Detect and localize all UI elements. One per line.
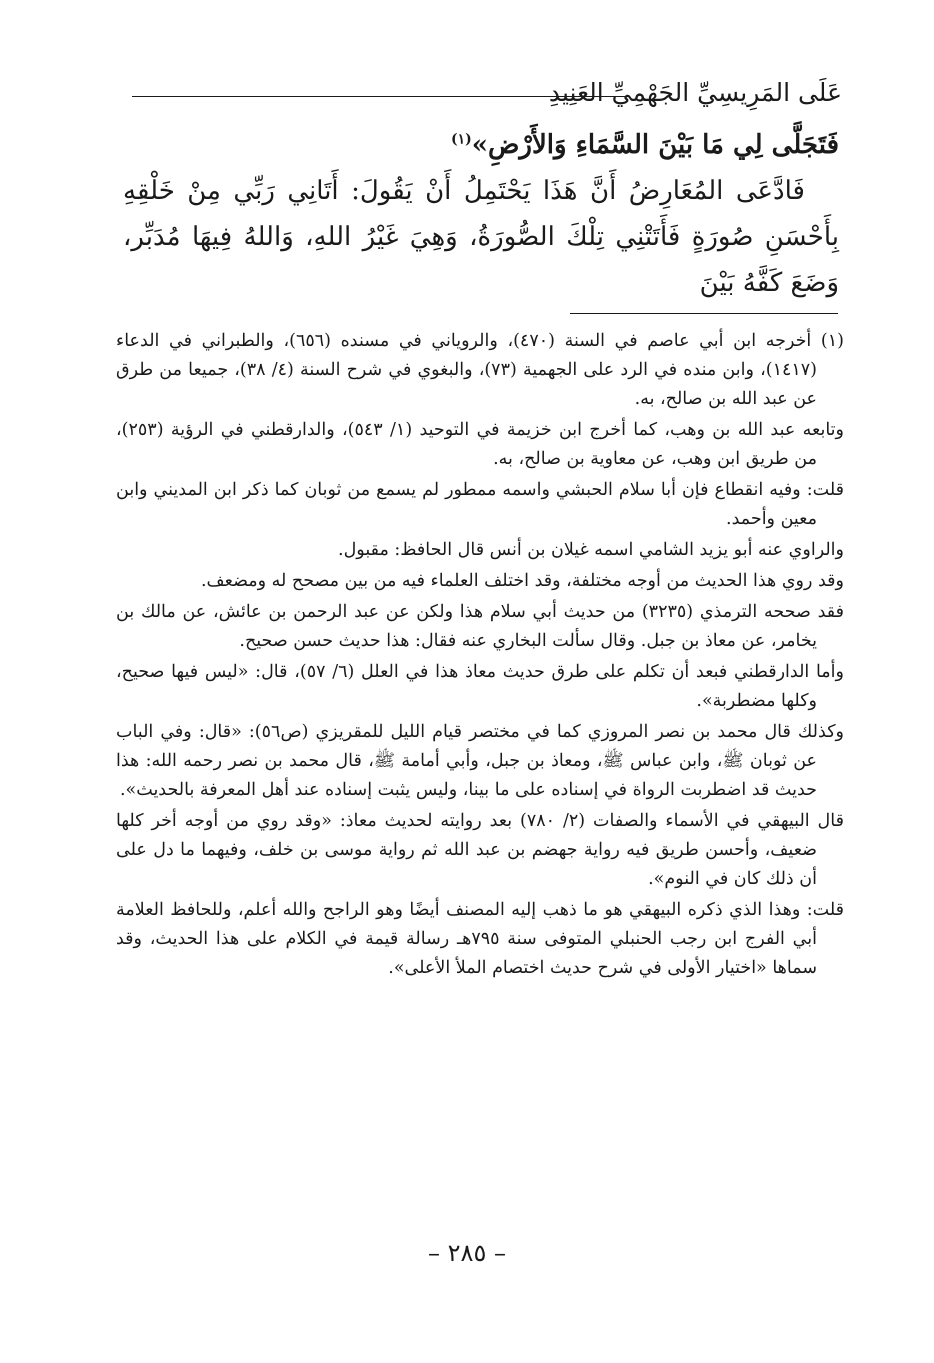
running-head: عَلَى المَرِيسِيِّ الجَهْمِيِّ العَنِيدِ (548, 78, 842, 107)
footnote-paragraph: وكذلك قال محمد بن نصر المروزي كما في مختصر قيام الليل للمقريزي (ص٥٦): «قال: وفي الباب عن ثوبان ﷺ، وابن عباس ﷺ، ومعاذ بن جبل، وأبي أمامة ﷺ، قال محمد بن نصر رحمه الله: هذا حديث قد اضطربت الرواة في إسناده على ما بينا، وليس يثبت إسناده عند أهل المعرفة بالحديث». (116, 722, 844, 800)
quote-text: فَتَجَلَّى لِي مَا بَيْنَ السَّمَاءِ وَالأَرْضِ» (471, 130, 839, 160)
footnote-paragraph: والراوي عنه أبو يزيد الشامي اسمه غيلان بن أنس قال الحافظ: مقبول. (338, 540, 844, 560)
footnotes (116, 327, 844, 985)
footnote-paragraph: وقد روي هذا الحديث من أوجه مختلفة، وقد اختلف العلماء فيه من بين مصحح له ومضعف. (200, 571, 844, 591)
footnote-separator (570, 313, 838, 314)
page-number: – ٢٨٥ – (428, 1239, 506, 1267)
footnote-paragraph: وتابعه عبد الله بن وهب، كما أخرج ابن خزيمة في التوحيد (١/ ٥٤٣)، والدارقطني في الرؤية (٢٥٣)، من طريق ابن وهب، عن معاوية بن صالح، به. (116, 420, 844, 469)
footnote-paragraph: فقد صححه الترمذي (٣٢٣٥) من حديث أبي سلام هذا ولكن عن عبد الرحمن بن عائش، عن مالك بن يخامر، عن معاذ بن جبل. وقال سألت البخاري عنه فقال: هذا حديث حسن صحيح. (116, 602, 844, 651)
main-paragraph: فَادَّعَى المُعَارِضُ أَنَّ هَذَا يَحْتَمِلُ أَنْ يَقُولَ: أَتَانِي رَبِّي مِنْ خَلْقِهِ بِأَحْسَنِ صُورَةٍ فَأَتَتْنِي تِلْكَ الصُّورَةُ، وَهِيَ غَيْرُ اللهِ، وَاللهُ فِيهَا مُدَبِّر، وَضَعَ كَفَّهُ بَيْنَ (123, 176, 839, 298)
footnote-paragraph: (١) أخرجه ابن أبي عاصم في السنة (٤٧٠)، والروياني في مسنده (٦٥٦)، والطبراني في الدعاء (١٤١٧)، وابن منده في الرد على الجهمية (٧٣)، والبغوي في شرح السنة (٤/ ٣٨)، جميعا من طرق عن عبد الله بن صالح، به. (116, 331, 844, 409)
quote-line (123, 122, 839, 168)
footnote-paragraph: قال البيهقي في الأسماء والصفات (٢/ ٧٨٠) بعد روايته لحديث معاذ: «وقد روي من أوجه أخر كلها ضعيف، وأحسن طريق فيه رواية جهضم بن عبد الله ثم رواية موسى بن خلف، وفيهما ما دل على أن ذلك كان في النوم». (116, 811, 844, 889)
footnote-ref: (١) (450, 131, 472, 148)
footnote-paragraph: قلت: وهذا الذي ذكره البيهقي هو ما ذهب إليه المصنف أيضًا وهو الراجح والله أعلم، وللحافظ العلامة أبي الفرج ابن رجب الحنبلي المتوفى سنة ٧٩٥هـ رسالة قيمة في الكلام على هذا الحديث، وقد سماها «اختيار الأولى في شرح حديث اختصام الملأ الأعلى». (116, 900, 844, 978)
header-rule (132, 96, 630, 97)
footnote-paragraph: قلت: وفيه انقطاع فإن أبا سلام الحبشي واسمه ممطور لم يسمع من ثوبان كما ذكر ابن المديني وابن معين وأحمد. (116, 480, 844, 529)
footnote-paragraph: وأما الدارقطني فبعد أن تكلم على طرق حديث معاذ هذا في العلل (٦/ ٥٧)، قال: «ليس فيها صحيح، وكلها مضطربة». (116, 662, 844, 711)
main-text (123, 122, 839, 306)
